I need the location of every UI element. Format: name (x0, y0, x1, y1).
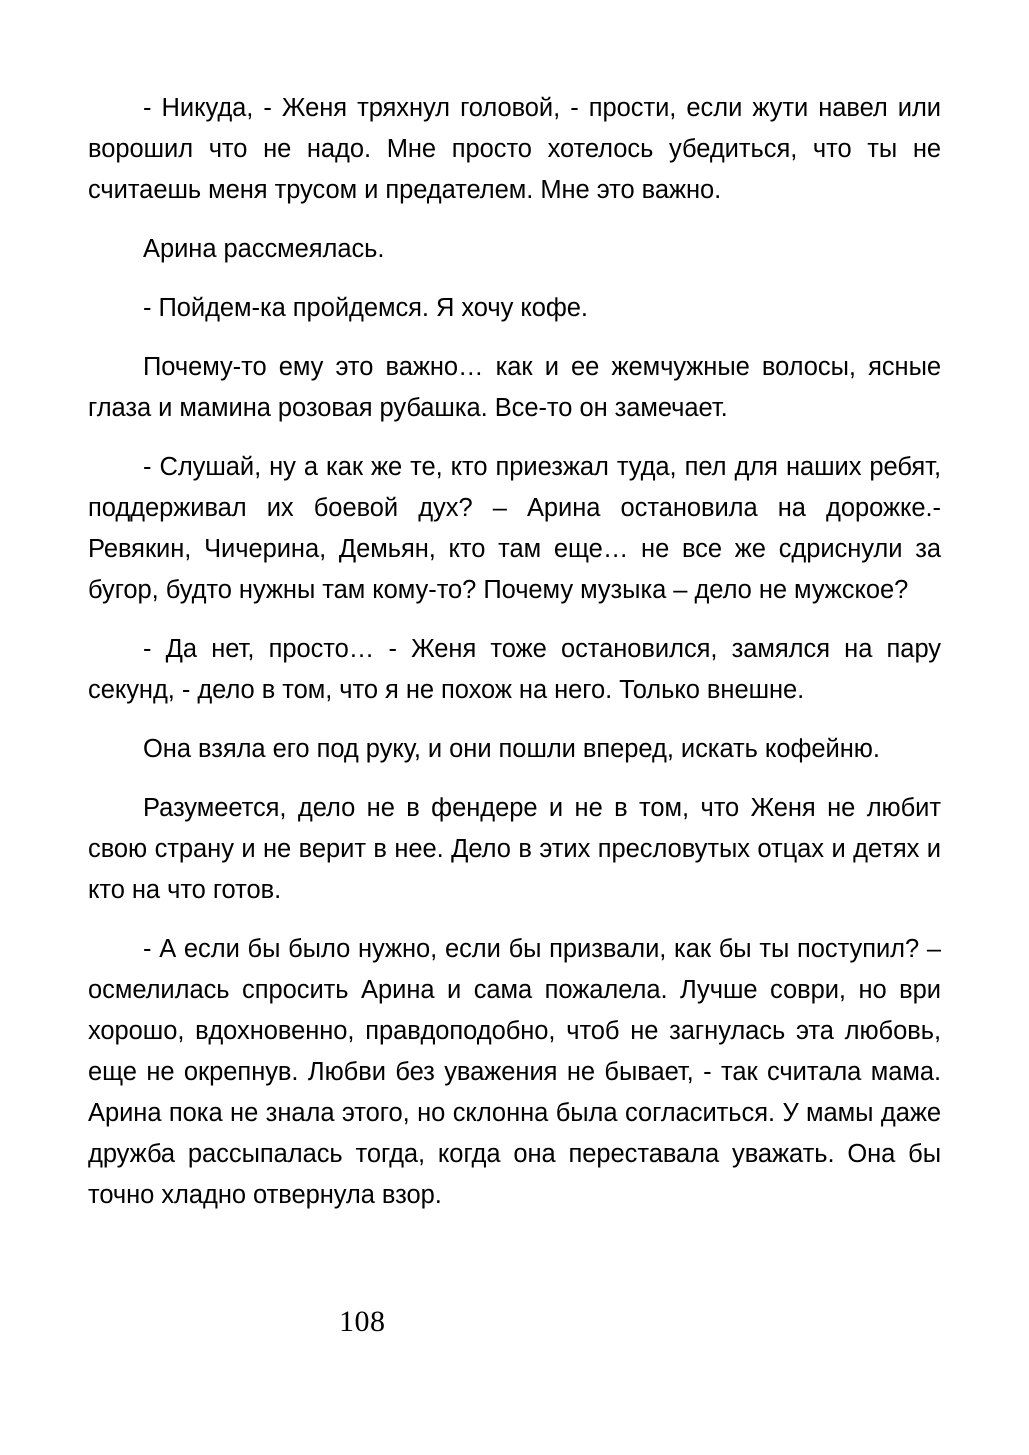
paragraph: - А если бы было нужно, если бы призвали, как бы ты поступил? – осмелилась спросить Арина и сама пожалела. Лучше соври, но ври хорошо, вдохновенно, правдоподобно, чтоб не загнулась эта любовь, еще не окрепнув. Любви без уважения не бывает, - так считала мама. Арина пока не знала этого, но склонна была согласиться. У мамы даже дружба рассыпалась тогда, когда она переставала уважать. Она бы точно хладно отвернула взор. (88, 935, 941, 1209)
paragraph: - Да нет, просто… - Женя тоже остановился, замялся на пару секунд, - дело в том, что я не похож на него. Только внешне. (88, 635, 941, 704)
paragraph: Арина рассмеялась. (143, 235, 385, 263)
paragraph: - Пойдем-ка пройдемся. Я хочу кофе. (143, 294, 588, 322)
paragraph: Почему-то ему это важно… как и ее жемчужные волосы, ясные глаза и мамина розовая рубашка. Все-то он замечает. (88, 353, 941, 422)
paragraph: - Слушай, ну а как же те, кто приезжал туда, пел для наших ребят, поддерживал их боевой дух? – Арина остановила на дорожке.- Ревякин, Чичерина, Демьян, кто там еще… не все же сдриснули за бугор, будто нужны там кому-то? Почему музыка – дело не мужское? (88, 453, 941, 604)
paragraph: Она взяла его под руку, и они пошли вперед, искать кофейню. (143, 735, 880, 763)
paragraph: - Никуда, - Женя тряхнул головой, - прости, если жути навел или ворошил что не надо. Мне просто хотелось убедиться, что ты не считаешь меня трусом и предателем. Мне это важно. (88, 94, 941, 204)
paragraph: Разумеется, дело не в фендере и не в том, что Женя не любит свою страну и не верит в нее. Дело в этих пресловутых отцах и детях и кто на что готов. (88, 794, 941, 904)
body-text-block (88, 88, 941, 1216)
page-number: 108 (339, 1305, 386, 1338)
